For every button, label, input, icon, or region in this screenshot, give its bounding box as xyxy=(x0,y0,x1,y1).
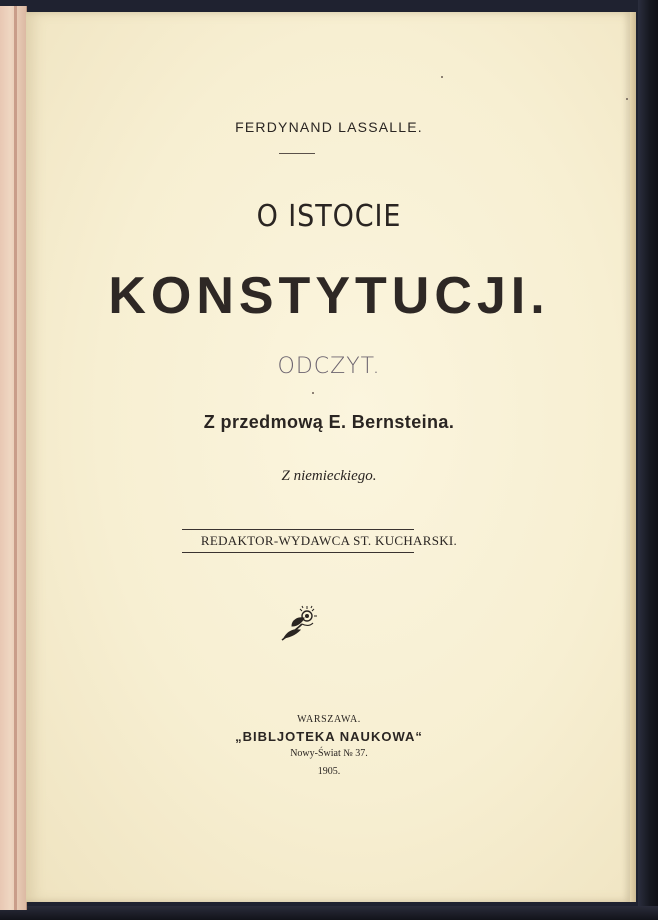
translation-note: Z niemieckiego. xyxy=(281,468,377,484)
title-line-1: O ISTOCIE xyxy=(256,199,402,234)
preface-note: Z przedmową E. Bernsteina. xyxy=(203,412,455,432)
author-name: FERDYNAND LASSALLE. xyxy=(235,119,423,135)
paper-speck xyxy=(626,98,628,100)
imprint-publisher: „BIBLJOTEKA NAUKOWA“ xyxy=(235,729,423,744)
imprint-address: Nowy-Świat № 37. xyxy=(290,748,368,759)
cover-bottom-edge xyxy=(0,906,658,920)
flower-ornament-icon xyxy=(278,604,318,644)
imprint-city: WARSZAWA. xyxy=(297,714,361,725)
editor-credit: REDAKTOR-WYDAWCA ST. KUCHARSKI. xyxy=(200,533,458,548)
subtitle: ODCZYT. xyxy=(277,354,381,379)
paper-speck xyxy=(312,392,314,394)
imprint-year: 1905. xyxy=(317,766,341,777)
cover-spine-edge xyxy=(638,0,658,920)
paper-speck xyxy=(441,76,443,78)
title-line-2: KONSTYTUCJI. xyxy=(108,267,550,325)
short-rule xyxy=(279,153,315,154)
